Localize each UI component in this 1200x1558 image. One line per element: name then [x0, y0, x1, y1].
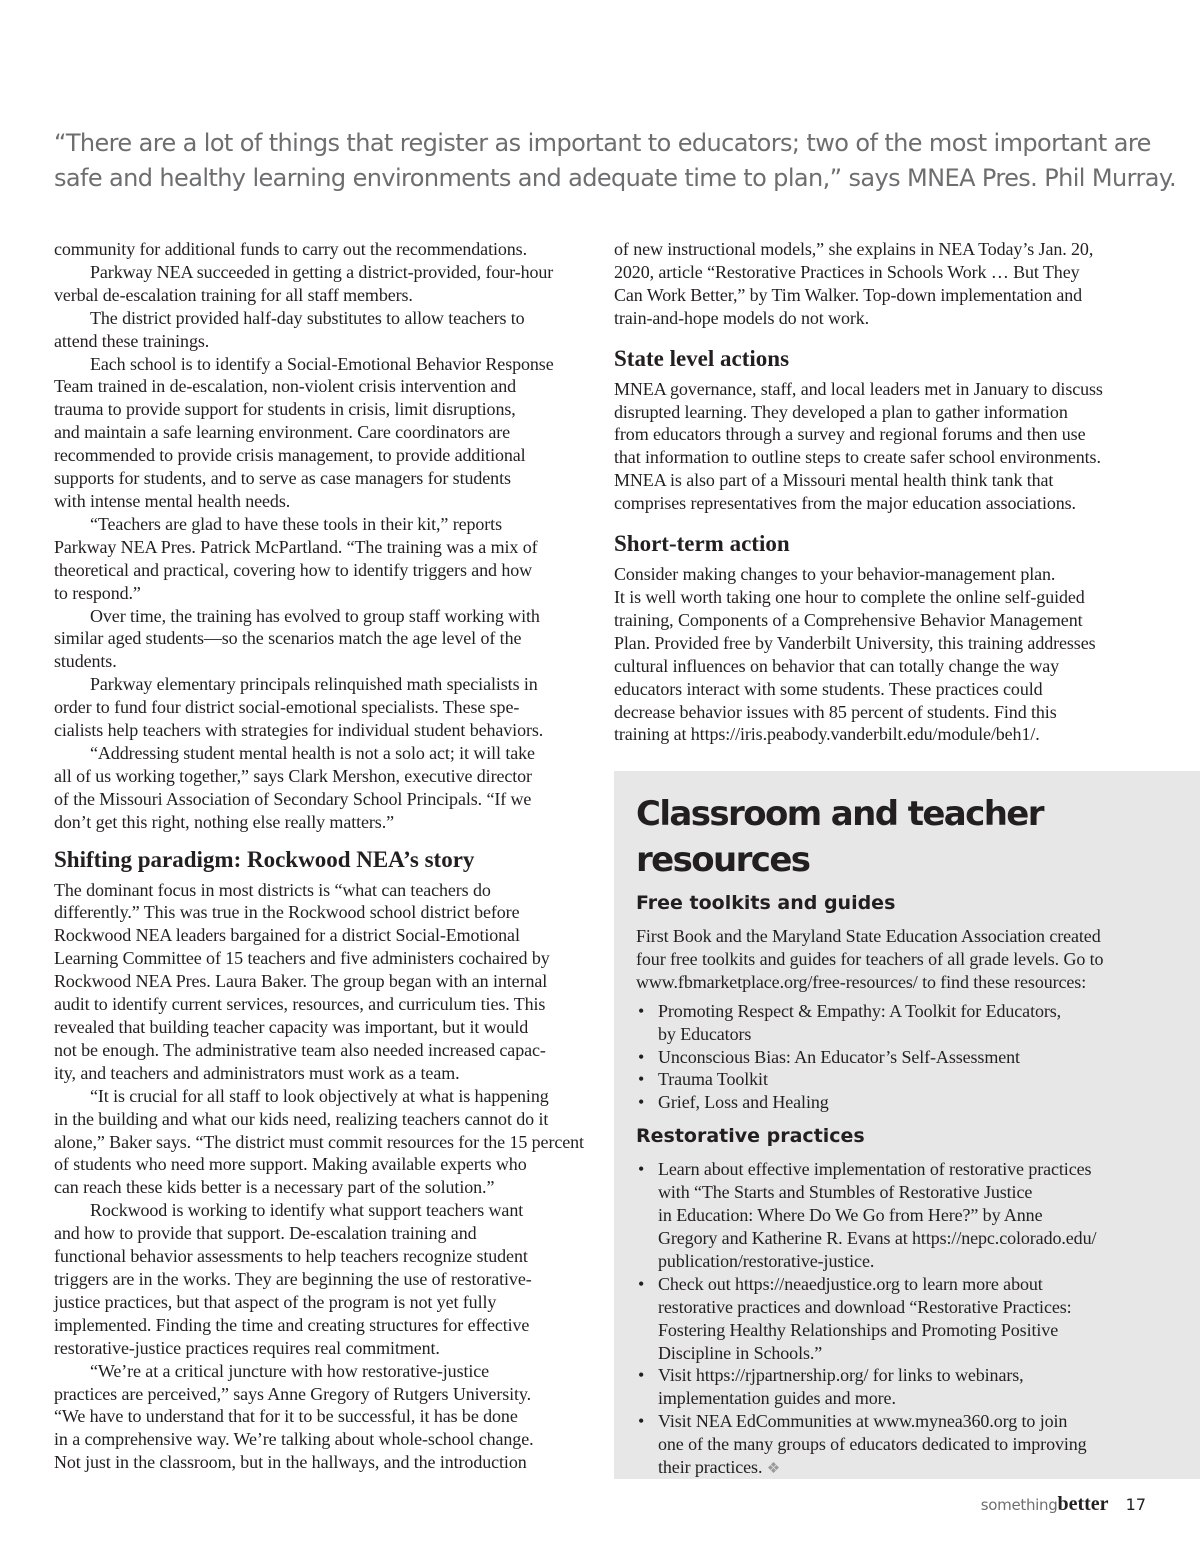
paragraph	[54, 879, 594, 1085]
pull-quote-line: safe and healthy learning environments and adequate time to plan,” says MNEA Pres. Phil Murray.	[54, 164, 1177, 192]
text-line: • Check out https://neaedjustice.org to learn more about	[658, 1273, 1043, 1294]
text-line: • Trauma Toolkit	[658, 1069, 768, 1090]
text-line: train-and-hope models do not work.	[614, 307, 870, 328]
text-line: audit to identify current services, resources, and curriculum ties. This	[54, 994, 546, 1015]
text-line: and maintain a safe learning environment. Care coordinators are	[54, 422, 511, 443]
page-footer	[981, 1493, 1146, 1516]
paragraph	[54, 605, 594, 674]
resources-title: Classroom and teacher resources	[636, 794, 1043, 880]
text-fragment: their practices.	[658, 1457, 763, 1478]
pull-quote	[54, 126, 1177, 196]
resources-subheading: Restorative practices	[636, 1125, 865, 1148]
list-item	[636, 1410, 1176, 1481]
text-line: disrupted learning. They developed a plan to gather information	[614, 401, 1068, 422]
text-line: “Addressing student mental health is not a solo act; it will take	[90, 742, 535, 763]
paragraph	[54, 307, 594, 353]
paragraph	[614, 563, 1149, 746]
text-line: publication/restorative-justice.	[658, 1250, 875, 1271]
text-line: Team trained in de-escalation, non-violent crisis intervention and	[54, 376, 516, 397]
paragraph	[614, 378, 1149, 515]
text-line: Each school is to identify a Social-Emotional Behavior Response	[90, 353, 554, 374]
text-line: in Education: Where Do We Go from Here?” by Anne	[658, 1205, 1043, 1226]
text-line: training at https://iris.peabody.vanderbilt.edu/module/beh1/.	[614, 724, 1040, 745]
practices-list	[636, 1158, 1176, 1481]
text-line: that information to outline steps to create safer school environments.	[614, 447, 1101, 468]
text-line: theoretical and practical, covering how to identify triggers and how	[54, 559, 533, 580]
paragraph	[54, 353, 594, 513]
text-line: “We’re at a critical juncture with how restorative-justice	[90, 1360, 490, 1381]
paragraph	[54, 261, 594, 307]
text-line: Rockwood is working to identify what support teachers want	[90, 1200, 524, 1221]
text-line: functional behavior assessments to help teachers recognize student	[54, 1246, 528, 1267]
text-line: restorative-justice practices requires real commitment.	[54, 1337, 440, 1358]
text-line: The dominant focus in most districts is “what can teachers do	[54, 879, 491, 900]
text-line: decrease behavior issues with 85 percent of students. Find this	[614, 701, 1057, 722]
resources-sidebar	[614, 771, 1200, 1479]
text-line: from educators through a survey and regional forums and then use	[614, 424, 1086, 445]
text-line: MNEA governance, staff, and local leaders met in January to discuss	[614, 378, 1103, 399]
text-line: Discipline in Schools.”	[658, 1342, 823, 1363]
text-line: It is well worth taking one hour to complete the online self-guided	[614, 586, 1085, 607]
resources-content	[636, 791, 1176, 1481]
paragraph	[54, 513, 594, 605]
text-line: • Visit https://rjpartnership.org/ for links to webinars,	[658, 1365, 1024, 1386]
text-line: justice practices, but that aspect of the program is not yet fully	[54, 1291, 497, 1312]
text-line: similar aged students—so the scenarios match the age level of the	[54, 628, 522, 649]
text-line: implementation guides and more.	[658, 1388, 896, 1409]
list-item	[636, 1273, 1176, 1365]
text-line: Gregory and Katherine R. Evans at https://nepc.colorado.edu/	[658, 1227, 1097, 1248]
text-line: Rockwood NEA Pres. Laura Baker. The group began with an internal	[54, 971, 548, 992]
text-line: all of us working together,” says Clark Mershon, executive director	[54, 765, 532, 786]
resources-subheading: Free toolkits and guides	[636, 892, 896, 914]
text-line: trauma to provide support for students in crisis, limit disruptions,	[54, 399, 516, 420]
text-line: four free toolkits and guides for teachers of all grade levels. Go to	[636, 948, 1104, 969]
text-line: Plan. Provided free by Vanderbilt University, this training addresses	[614, 632, 1096, 653]
text-line: not be enough. The administrative team also needed increased capac-	[54, 1039, 546, 1060]
footer-brand-light: something	[980, 1496, 1058, 1514]
text-line: revealed that building teacher capacity was important, but it would	[54, 1017, 529, 1037]
text-line: educators interact with some students. These practices could	[614, 678, 1043, 699]
text-line: verbal de-escalation training for all staff members.	[54, 284, 413, 305]
text-line: • Unconscious Bias: An Educator’s Self-Assessment	[658, 1046, 1020, 1067]
text-line: “It is crucial for all staff to look objectively at what is happening	[90, 1085, 549, 1106]
left-column	[54, 238, 594, 1474]
footer-brand-bold: better	[1057, 1493, 1109, 1515]
text-line: training, Components of a Comprehensive Behavior Management	[614, 609, 1083, 630]
list-item	[636, 1000, 1176, 1046]
text-line: of students who need more support. Making available experts who	[54, 1154, 527, 1175]
section-heading: State level actions	[614, 345, 790, 371]
section-heading: Short-term action	[614, 531, 790, 557]
text-line: by Educators	[658, 1023, 752, 1044]
text-line: Consider making changes to your behavior-management plan.	[614, 564, 1056, 585]
text-line: to respond.”	[54, 582, 141, 603]
text-line: comprises representatives from the major education associations.	[614, 493, 1076, 514]
pull-quote-line: “There are a lot of things that register as important to educators; two of the most important are	[54, 129, 1151, 157]
paragraph	[636, 925, 1176, 994]
text-line: practices are perceived,” says Anne Gregory of Rutgers University.	[54, 1383, 532, 1404]
text-line: alone,” Baker says. “The district must commit resources for the 15 percent	[54, 1131, 584, 1152]
text-line: • Grief, Loss and Healing	[658, 1092, 829, 1113]
text-line: • Visit NEA EdCommunities at www.mynea360.org to join	[658, 1411, 1068, 1432]
text-line: • Promoting Respect & Empathy: A Toolkit for Educators,	[658, 1000, 1062, 1021]
text-line: can reach these kids better is a necessary part of the solution.”	[54, 1177, 495, 1198]
text-line: students.	[54, 651, 117, 672]
text-line: of the Missouri Association of Secondary School Principals. “If we	[54, 788, 532, 809]
text-line: restorative practices and download “Restorative Practices:	[658, 1296, 1072, 1317]
text-line: cultural influences on behavior that can totally change the way	[614, 655, 1060, 676]
list-item	[636, 1364, 1176, 1410]
text-line: Not just in the classroom, but in the hallways, and the introduction	[54, 1452, 527, 1473]
text-line: differently.” This was true in the Rockwood school district before	[54, 902, 520, 923]
text-line: Parkway NEA Pres. Patrick McPartland. “The training was a mix of	[54, 536, 538, 557]
text-line: Can Work Better,” by Tim Walker. Top-down implementation and	[614, 284, 1083, 305]
text-line: with intense mental health needs.	[54, 490, 291, 511]
list-item	[636, 1046, 1176, 1069]
paragraph	[614, 238, 1149, 330]
text-line: in a comprehensive way. We’re talking about whole-school change.	[54, 1429, 534, 1450]
right-column	[614, 238, 1149, 746]
text-line: one of the many groups of educators dedicated to improving	[658, 1434, 1087, 1455]
list-item	[636, 1158, 1176, 1273]
text-line: recommended to provide crisis management, to provide additional	[54, 445, 526, 466]
text-line: First Book and the Maryland State Education Association created	[636, 926, 1101, 946]
paragraph	[54, 673, 594, 742]
end-mark-icon: ❖	[766, 1461, 781, 1478]
text-line: cialists help teachers with strategies for individual student behaviors.	[54, 720, 544, 741]
text-line: www.fbmarketplace.org/free-resources/ to find these resources:	[636, 971, 1087, 992]
text-line: “Teachers are glad to have these tools in their kit,” reports	[90, 513, 502, 534]
text-line: Rockwood NEA leaders bargained for a district Social-Emotional	[54, 925, 520, 946]
text-line: don’t get this right, nothing else really matters.”	[54, 811, 394, 832]
text-line: in the building and what our kids need, realizing teachers cannot do it	[54, 1108, 549, 1129]
text-line: of new instructional models,” she explains in NEA Today’s Jan. 20,	[614, 239, 1094, 259]
text-line: Over time, the training has evolved to group staff working with	[90, 605, 540, 626]
text-line: MNEA is also part of a Missouri mental health think tank that	[614, 470, 1054, 491]
text-line	[658, 1456, 1176, 1481]
text-line: Parkway NEA succeeded in getting a district-provided, four-hour	[90, 261, 554, 282]
text-line: with “The Starts and Stumbles of Restorative Justice	[658, 1182, 1033, 1203]
page-number: 17	[1125, 1495, 1146, 1514]
text-line: Parkway elementary principals relinquished math specialists in	[90, 674, 538, 695]
toolkit-list	[636, 1000, 1176, 1115]
text-line: • Learn about effective implementation of restorative practices	[658, 1159, 1092, 1180]
text-line: “We have to understand that for it to be successful, it has be done	[54, 1406, 518, 1427]
text-line: ity, and teachers and administrators must work as a team.	[54, 1062, 460, 1083]
text-line: community for additional funds to carry out the recommendations.	[54, 239, 527, 259]
text-line: order to fund four district social-emotional specialists. These spe-	[54, 697, 520, 718]
list-item	[636, 1091, 1176, 1114]
paragraph	[54, 742, 594, 834]
text-line: The district provided half-day substitutes to allow teachers to	[90, 307, 525, 328]
text-line: supports for students, and to serve as case managers for students	[54, 468, 511, 489]
text-line: triggers are in the works. They are beginning the use of restorative-	[54, 1268, 532, 1289]
paragraph	[54, 1085, 594, 1200]
paragraph	[54, 238, 594, 261]
text-line: Fostering Healthy Relationships and Promoting Positive	[658, 1319, 1059, 1340]
paragraph	[54, 1199, 594, 1359]
text-line: attend these trainings.	[54, 330, 210, 351]
text-line: 2020, article “Restorative Practices in Schools Work … But They	[614, 261, 1080, 282]
list-item	[636, 1068, 1176, 1091]
text-line: Learning Committee of 15 teachers and five administers cochaired by	[54, 948, 550, 969]
section-heading: Shifting paradigm: Rockwood NEA’s story	[54, 846, 475, 872]
paragraph	[54, 1360, 594, 1475]
text-line: implemented. Finding the time and creating structures for effective	[54, 1314, 530, 1335]
text-line: and how to provide that support. De-escalation training and	[54, 1223, 477, 1244]
